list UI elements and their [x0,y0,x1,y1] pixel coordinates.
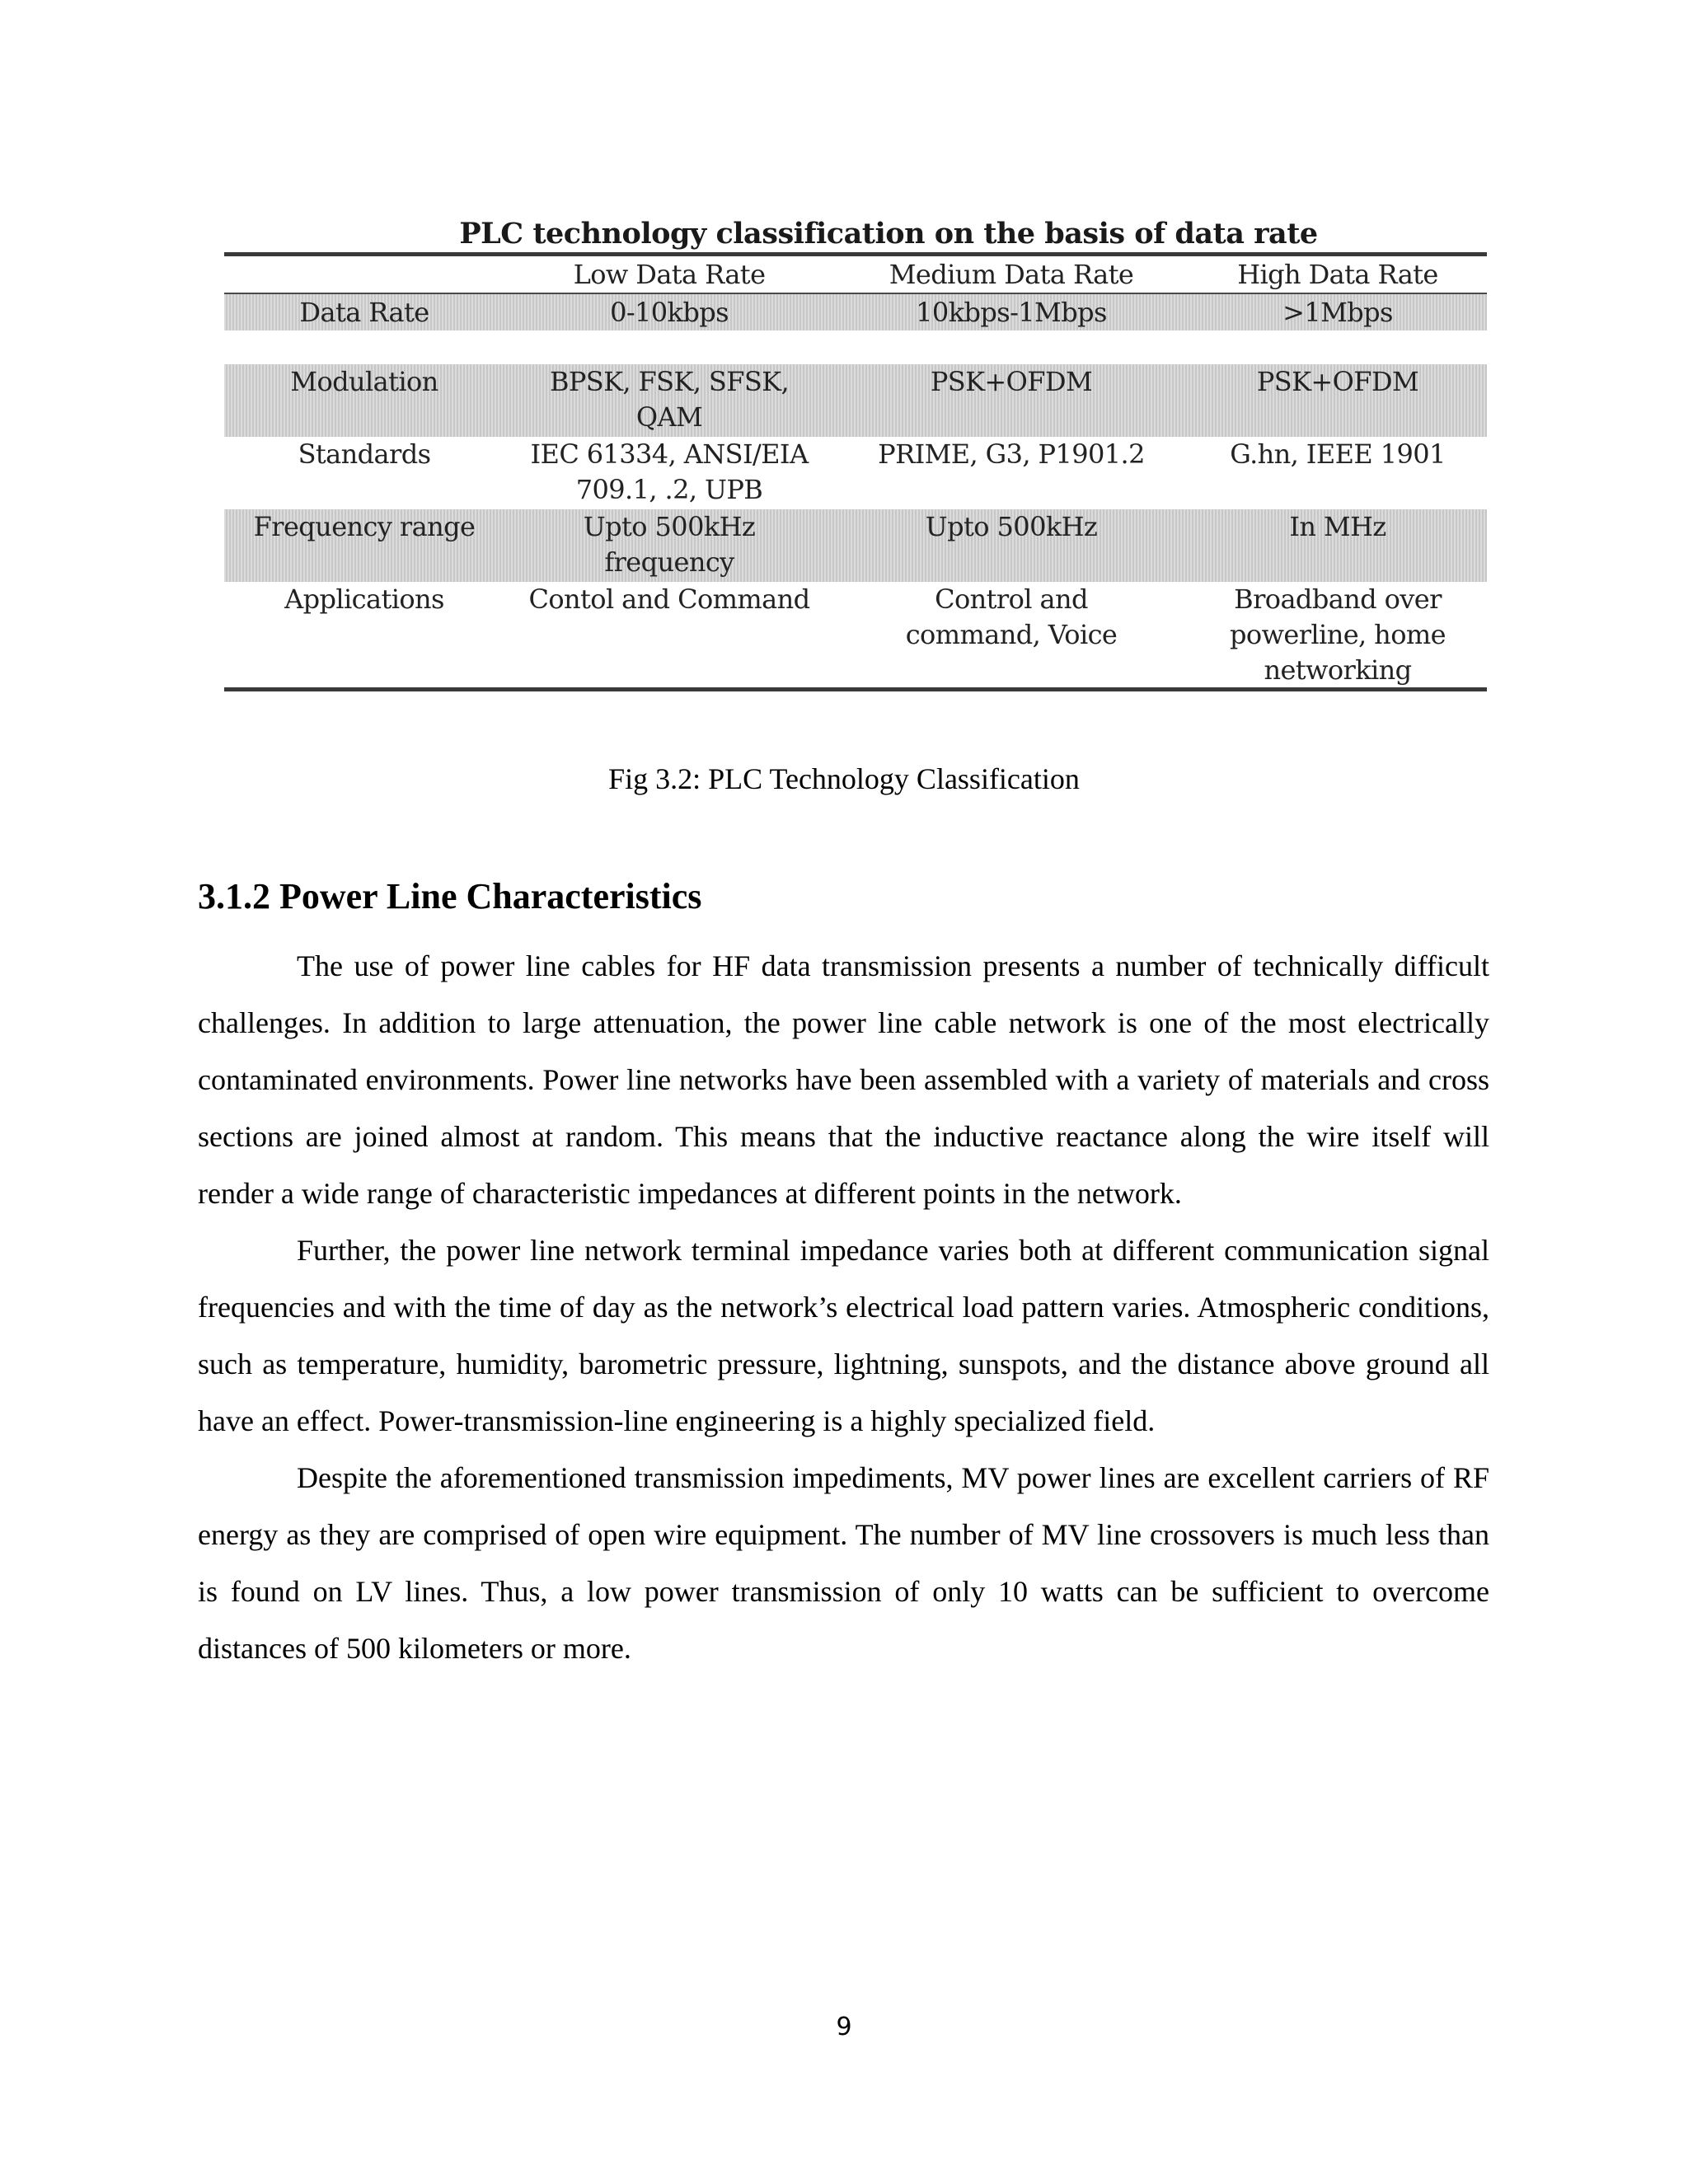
section-heading: 3.1.2 Power Line Characteristics [198,876,702,916]
table-row-label: Modulation [290,366,438,397]
table-row-label: Data Rate [299,297,429,328]
table-cell: Broadband over powerline, home networking [1230,583,1446,686]
table-header-cell: Medium Data Rate [889,259,1134,290]
table-cell: PSK+OFDM [1256,366,1419,397]
table-cell: IEC 61334, ANSI/EIA 709.1, .2, UPB [530,438,809,505]
table-cell: Contol and Command [528,583,810,615]
table-row-label: Standards [298,438,431,470]
section-body [198,938,1489,1677]
table-cell: Upto 500kHz [925,511,1098,542]
table-cell: G.hn, IEEE 1901 [1230,438,1446,470]
table-header-cell: High Data Rate [1237,259,1438,290]
paragraph: The use of power line cables for HF data transmission presents a number of technically difficult challenges. In addition to large attenuation, the power line cable network is one of the most electrically contaminated environments. Power line networks have been assembled with a variety of materials and cross sections are joined almost at random. This means that the inductive reactance along the wire itself will render a wide range of characteristic impedances at different points in the network. [198,949,1489,1210]
table-title: PLC technology classification on the basis of data rate [459,217,1318,251]
plc-classification-table [224,216,1487,691]
paragraph: Despite the aforementioned transmission impediments, MV power lines are excellent carriers of RF energy as they are comprised of open wire equipment. The number of MV line crossovers is much less than is found on LV lines. Thus, a low power transmission of only 10 watts can be sufficient to overcome distances of 500 kilometers or more. [198,1461,1489,1665]
table-header-row [224,256,1487,293]
table-header-cell [224,256,504,293]
table-gap [224,330,1487,364]
table-row [224,509,1487,582]
table-row [224,364,1487,437]
table-cell: 0-10kbps [610,297,729,328]
table-row [224,582,1487,687]
figure-caption: Fig 3.2: PLC Technology Classification [608,762,1080,795]
table-cell: >1Mbps [1282,297,1393,328]
table-header-cell: Low Data Rate [573,259,766,290]
table-cell: Upto 500kHz frequency [583,511,756,578]
table-row [224,294,1487,330]
paragraph: Further, the power line network terminal impedance varies both at different communication signal frequencies and with the time of day as the network’s electrical load pattern varies. Atmospheric conditions, such as temperature, humidity, barometric pressure, lightning, sunspots, and the distance above ground all have an effect. Power-transmission-line engineering is a highly specialized field. [198,1234,1489,1437]
table-row-label: Applications [284,583,444,615]
table-cell: PRIME, G3, P1901.2 [878,438,1145,470]
table-cell: In MHz [1289,511,1386,542]
page-number: 9 [836,2013,852,2041]
table-row [224,437,1487,509]
table-row-label: Frequency range [253,511,476,542]
table-cell: BPSK, FSK, SFSK, QAM [549,366,790,433]
table-cell: PSK+OFDM [930,366,1093,397]
table-cell: Control and command, Voice [905,583,1118,650]
table-cell: 10kbps-1Mbps [916,297,1107,328]
